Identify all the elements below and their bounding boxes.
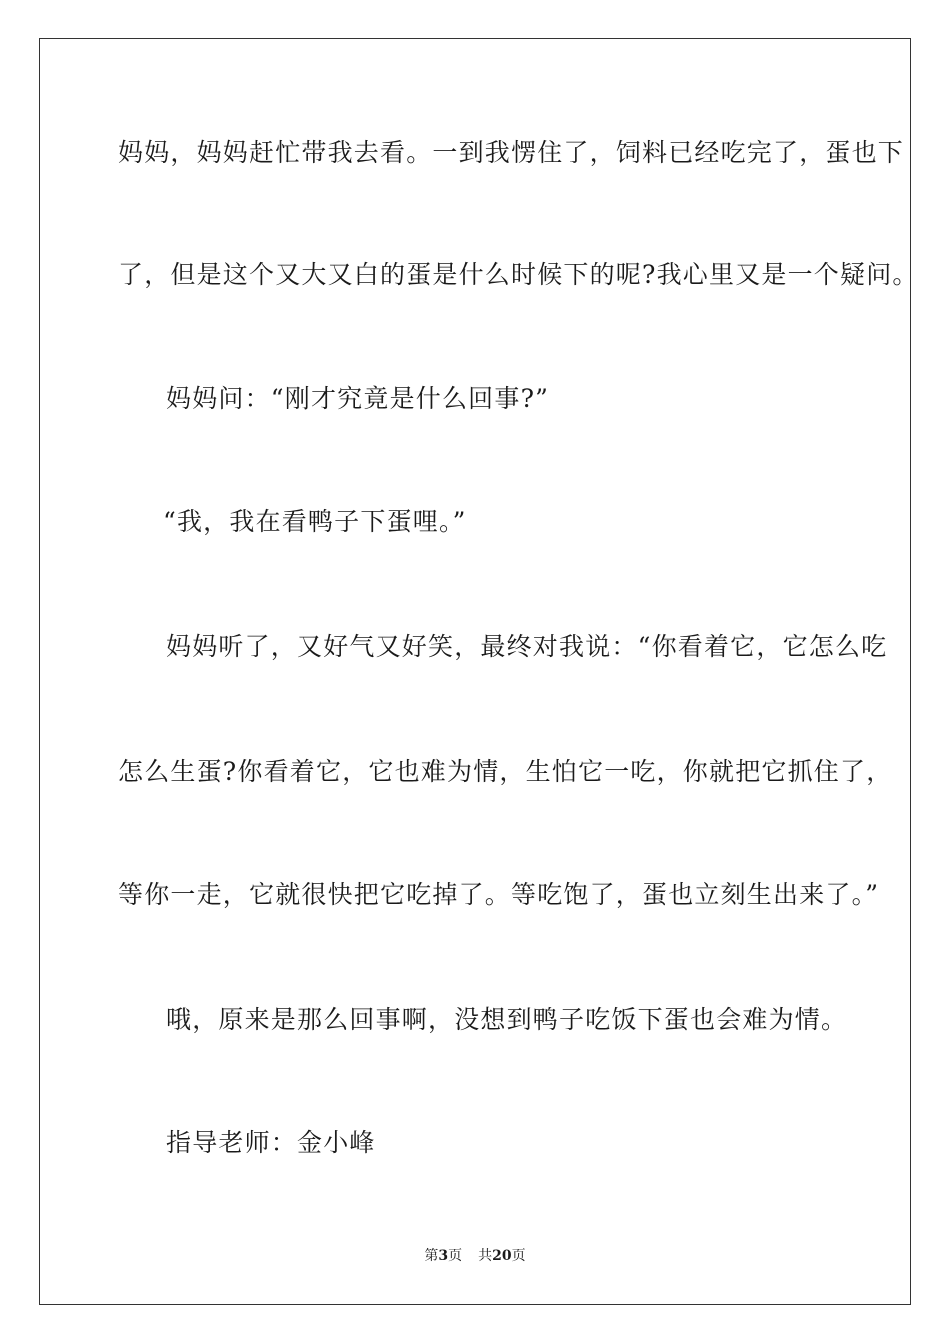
paragraph-line-5: 妈妈听了，又好气又好笑，最终对我说：“你看着它，它怎么吃 (166, 632, 888, 661)
page-frame (39, 38, 919, 1305)
paragraph-line-6: 怎么生蛋?你看着它，它也难为情，生怕它一吃，你就把它抓住了， (118, 757, 893, 786)
paragraph-line-1: 妈妈，妈妈赶忙带我去看。一到我愣住了，饲料已经吃完了，蛋也下 (118, 138, 905, 167)
teacher-credit: 指导老师：金小峰 (166, 1128, 376, 1157)
paragraph-line-4: “我，我在看鸭子下蛋哩。” (163, 507, 467, 536)
page-footer (0, 1247, 950, 1265)
paragraph-line-2: 了，但是这个又大又白的蛋是什么时候下的呢?我心里又是一个疑问。 (118, 260, 919, 289)
total-prefix: 共 (478, 1248, 493, 1264)
page-total: 20 (492, 1248, 512, 1264)
paragraph-line-8: 哦，原来是那么回事啊，没想到鸭子吃饭下蛋也会难为情。 (166, 1005, 848, 1034)
total-suffix: 页 (511, 1248, 526, 1264)
paragraph-line-7: 等你一走，它就很快把它吃掉了。等吃饱了，蛋也立刻生出来了。” (118, 880, 880, 909)
page-suffix: 页 (448, 1248, 463, 1264)
page-prefix: 第 (424, 1248, 439, 1264)
page-current: 3 (438, 1248, 449, 1264)
paragraph-line-3: 妈妈问：“刚才究竟是什么回事?” (166, 384, 550, 413)
